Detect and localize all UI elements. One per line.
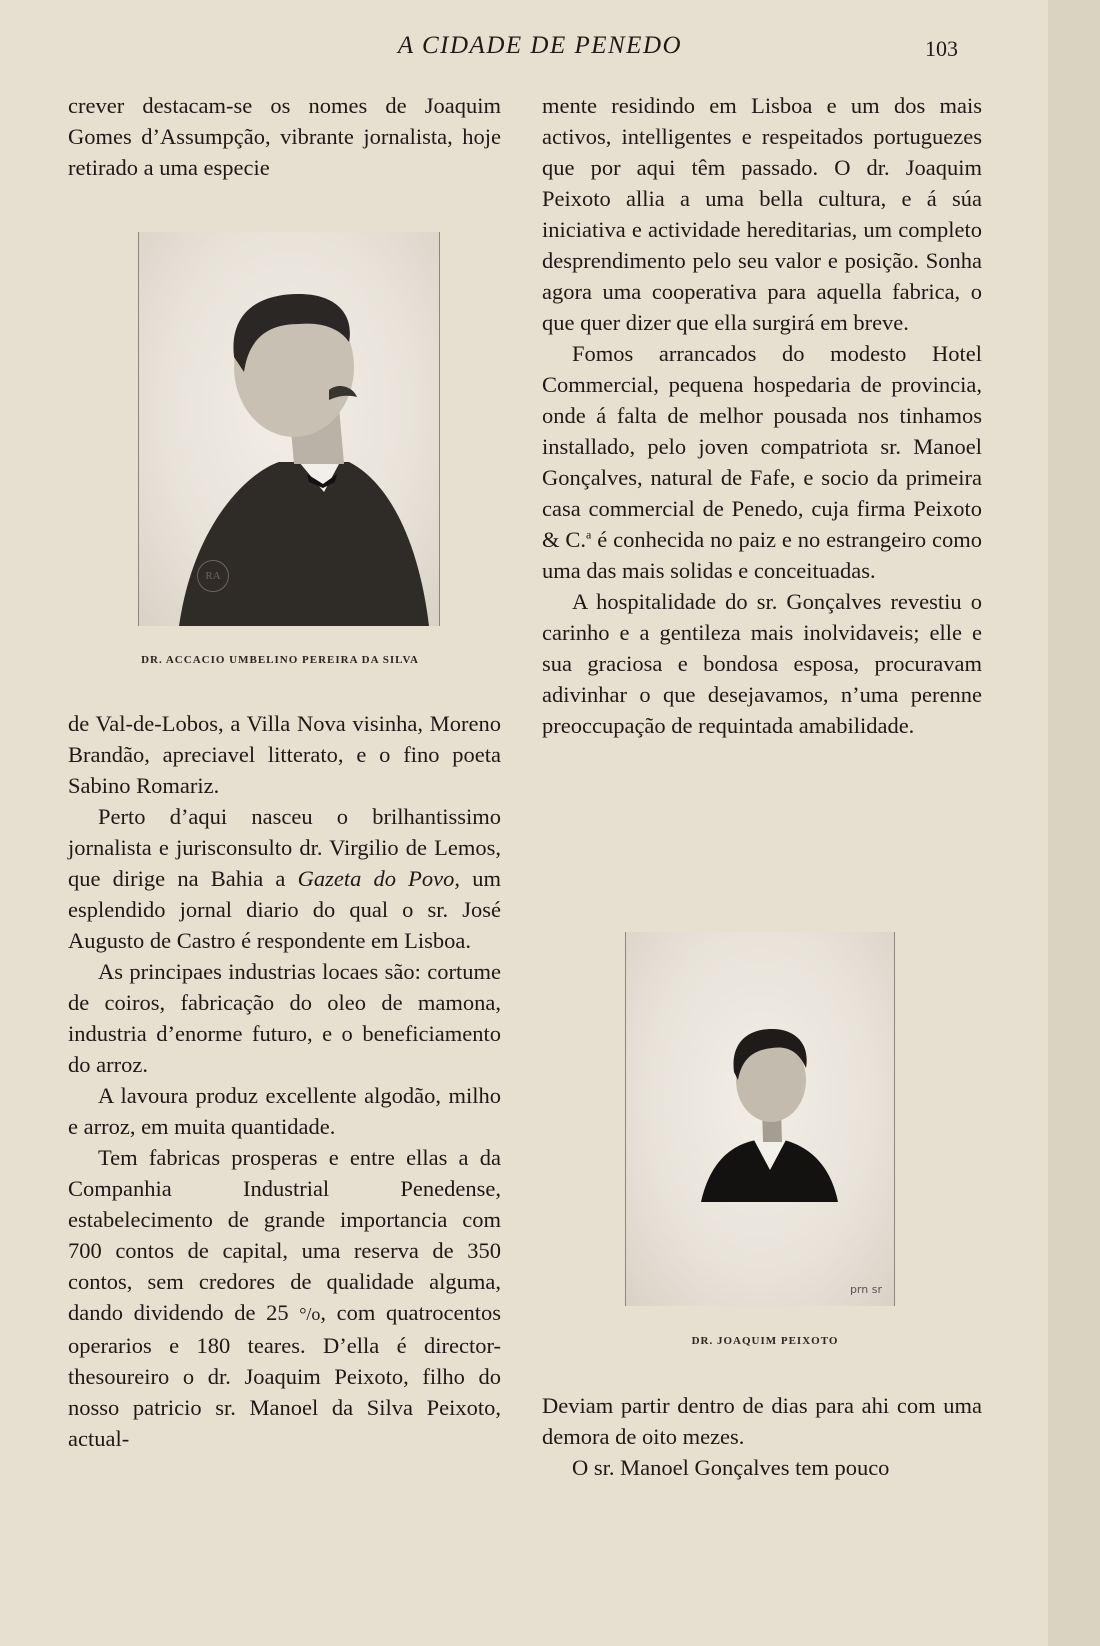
portrait-accacio: [138, 232, 440, 626]
left-paragraph-3-text-b: um esplendido jornal diario do qual o sr. José Augusto de Castro é respondente em Lisboa.: [68, 866, 501, 953]
running-title: A CIDADE DE PENEDO: [397, 32, 683, 59]
portrait-joaquim-image: [626, 932, 894, 1306]
running-header: [0, 30, 1048, 70]
right-paragraph-1: mente residindo em Lisboa e um dos mais activos, intelligentes e respeitados portuguezes que por aqui têm passado. O dr. Joaquim Peixoto allia a uma bella cultura, e á súa iniciativa e actividade hereditarias, um completo desprendimento pelo seu valor e posição. Sonha agora uma cooperativa para aquella fabrica, o que quer dizer que ella surgirá em breve.: [542, 93, 982, 335]
newspaper-title: Gazeta do Povo,: [297, 866, 461, 891]
left-paragraph-6-text-a: Tem fabricas prosperas e entre ellas a da Companhia Industrial Penedense, estabelecimento de grande importancia com 700 contos de capital, uma reserva de 350 contos, sem credores de qualidade alguma, dando dividendo de 25: [68, 1145, 501, 1325]
left-paragraph-3-text-a: Perto d’aqui nasceu o brilhantissimo jornalista e jurisconsulto dr. Virgilio de Lemos, que dirige na Bahia a: [68, 804, 501, 891]
superscript-a: a: [586, 527, 592, 542]
left-paragraph-4: As principaes industrias locaes são: cortume de coiros, fabricação do oleo de mamona, industria d’enorme futuro, e o beneficiamento do arroz.: [68, 959, 501, 1077]
photographer-monogram: RA: [197, 560, 229, 592]
percent-sign: °/o: [299, 1304, 321, 1324]
caption-portrait-accacio: DR. ACCACIO UMBELINO PEREIRA DA SILVA: [141, 654, 419, 666]
page-number: 103: [925, 36, 958, 61]
right-paragraph-2-text-b: é conhecida no paiz e no estrangeiro como uma das mais solidas e conceituadas.: [542, 527, 982, 583]
right-column-bottom: [542, 1390, 982, 1483]
left-paragraph-5: A lavoura produz excellente algodão, milho e arroz, em muita quantidade.: [68, 1083, 501, 1139]
photographer-signature: prn sr: [849, 1283, 882, 1296]
left-paragraph-1: crever destacam-se os nomes de Joaquim Gomes d’Assumpção, vibrante jornalista, hoje retirado a uma especie: [68, 93, 501, 180]
left-paragraph-3: [68, 801, 501, 956]
left-column-bottom: [68, 708, 501, 1454]
left-paragraph-2: de Val-de-Lobos, a Villa Nova visinha, Moreno Brandão, apreciavel litterato, e o fino poeta Sabino Romariz.: [68, 711, 501, 798]
right-paragraph-2: [542, 338, 982, 586]
portrait-joaquim: [625, 932, 895, 1306]
portrait-accacio-image: [139, 232, 439, 626]
right-paragraph-3: A hospitalidade do sr. Gonçalves revestiu o carinho e a gentileza mais inolvidaveis; elle e sua graciosa e bondosa esposa, procuravam adivinhar o que desejavamos, n’uma perenne preoccupação de requintada amabilidade.: [542, 589, 982, 738]
right-paragraph-2-text-a: Fomos arrancados do modesto Hotel Commercial, pequena hospedaria de provincia, onde á falta de melhor pousada nos tinhamos installado, pelo joven compatriota sr. Manoel Gonçalves, natural de Fafe, e socio da primeira casa commercial de Penedo, cuja firma Peixoto & C.: [542, 341, 982, 552]
caption-portrait-joaquim: DR. JOAQUIM PEIXOTO: [691, 1335, 839, 1347]
right-paragraph-4: Deviam partir dentro de dias para ahi com uma demora de oito mezes.: [542, 1393, 982, 1449]
right-column-top: [542, 90, 982, 741]
left-paragraph-6-text-b: , com quatrocentos operarios e 180 teares. D’ella é director-thesoureiro o dr. Joaquim Peixoto, filho do nosso patricio sr. Manoel da Silva Peixoto, actual-: [68, 1300, 501, 1451]
left-paragraph-6: [68, 1142, 501, 1454]
right-paragraph-5: O sr. Manoel Gonçalves tem pouco: [572, 1455, 890, 1480]
left-column-top: [68, 90, 501, 183]
